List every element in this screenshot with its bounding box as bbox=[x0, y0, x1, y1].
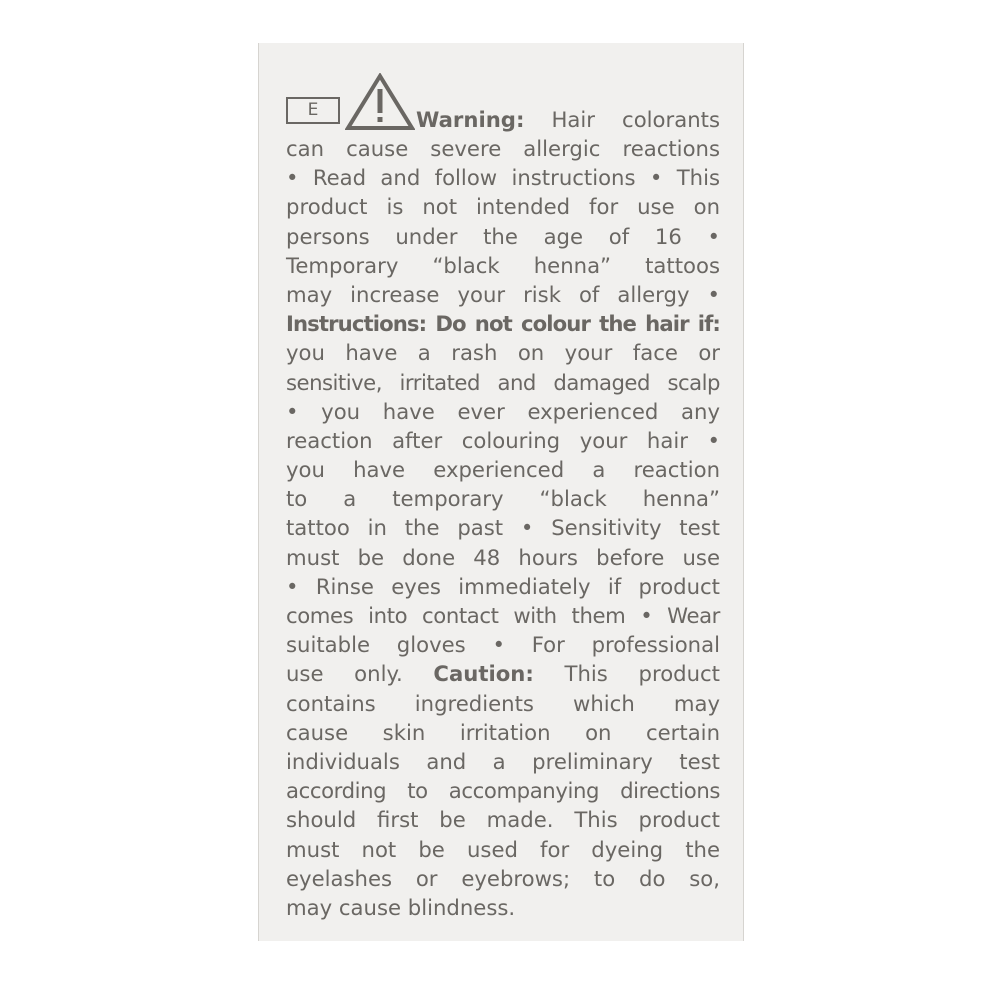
text-line: suitable gloves • For professional bbox=[286, 632, 720, 658]
text-line: reaction after colouring your hair • bbox=[286, 427, 720, 453]
text-line: • Rinse eyes immediately if product bbox=[286, 573, 720, 599]
warning-heading: Warning: bbox=[416, 107, 525, 132]
text-line: must not be used for dyeing the bbox=[286, 836, 720, 862]
text-line: individuals and a preliminary test bbox=[286, 748, 720, 774]
text-line: persons under the age of 16 • bbox=[286, 223, 720, 249]
text-line: must be done 48 hours before use bbox=[286, 544, 720, 570]
text-line: cause skin irritation on certain bbox=[286, 719, 720, 745]
text-line: to a temporary “black henna” bbox=[286, 486, 720, 512]
text-line: comes into contact with them • Wear bbox=[286, 603, 720, 628]
text-line: tattoo in the past • Sensitivity test bbox=[286, 515, 720, 541]
text-line: eyelashes or eyebrows; to do so, bbox=[286, 865, 720, 891]
caution-text-start: This product bbox=[533, 661, 720, 687]
text-line: product is not intended for use on bbox=[286, 194, 720, 220]
caution-prefix: use only. bbox=[286, 661, 434, 687]
text-line: may cause blindness. bbox=[286, 894, 516, 920]
warning-label bbox=[258, 43, 744, 941]
warning-triangle-icon bbox=[345, 73, 415, 131]
text-line: you have experienced a reaction bbox=[286, 457, 720, 483]
caution-line bbox=[286, 659, 720, 688]
text-line: sensitive, irritated and damaged scalp bbox=[286, 369, 720, 395]
warning-line bbox=[416, 105, 720, 134]
text-line: Temporary “black henna” tattoos bbox=[286, 252, 720, 278]
text-line: • you have ever experienced any bbox=[286, 398, 720, 424]
text-line: should first be made. This product bbox=[286, 807, 720, 833]
instructions-heading: Instructions: Do not colour the hair if: bbox=[286, 311, 720, 337]
warning-text-start: Hair colorants bbox=[524, 107, 720, 132]
text-line: you have a rash on your face or bbox=[286, 340, 720, 366]
text-line: according to accompanying directions bbox=[286, 778, 720, 804]
text-line: • Read and follow instructions • This bbox=[286, 165, 720, 191]
text-line: contains ingredients which may bbox=[286, 690, 720, 716]
text-line: can cause severe allergic reactions bbox=[286, 136, 720, 161]
body-text bbox=[286, 134, 720, 922]
language-code-badge: E bbox=[286, 97, 340, 124]
text-line: may increase your risk of allergy • bbox=[286, 281, 720, 307]
caution-heading: Caution: bbox=[433, 661, 534, 687]
